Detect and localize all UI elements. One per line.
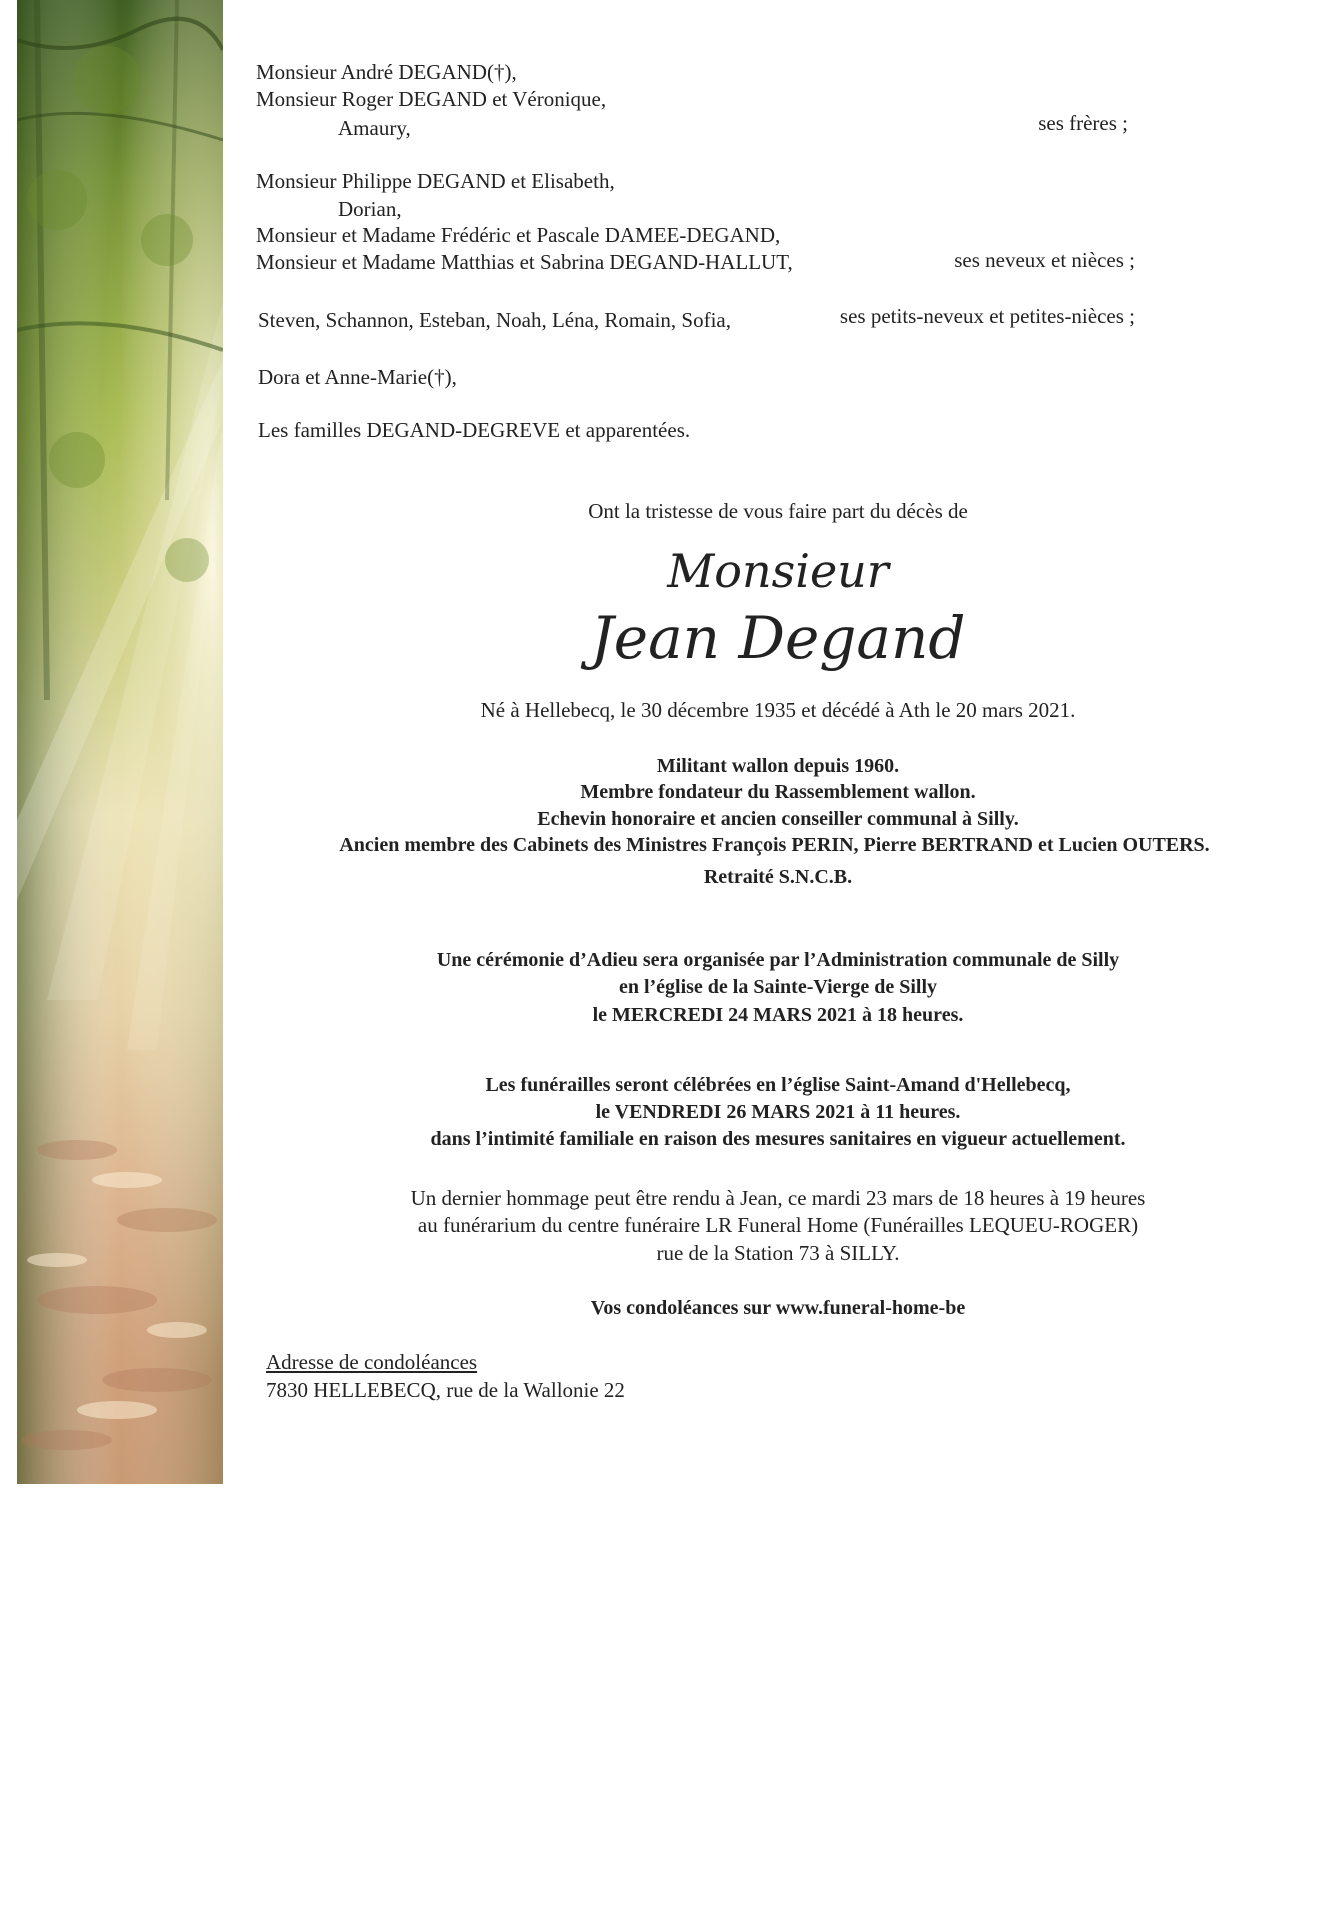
bio-line: Echevin honoraire et ancien conseiller communal à Silly. bbox=[537, 808, 1019, 830]
forest-path-illustration bbox=[17, 0, 223, 1484]
family-line: Dora et Anne-Marie(†), bbox=[258, 365, 457, 389]
ceremony-line: le MERCREDI 24 MARS 2021 à 18 heures. bbox=[592, 1004, 964, 1026]
relation-label: ses neveux et nièces ; bbox=[954, 248, 1135, 272]
address-label: Adresse de condoléances bbox=[266, 1350, 478, 1374]
tribute-line: au funérarium du centre funéraire LR Funeral Home (Funérailles LEQUEU-ROGER) bbox=[417, 1213, 1139, 1237]
funeral-line: dans l’intimité familiale en raison des mesures sanitaires en vigueur actuellement. bbox=[430, 1128, 1126, 1150]
family-line: Dorian, bbox=[338, 197, 402, 221]
family-line: Les familles DEGAND-DEGREVE et apparentées. bbox=[258, 418, 691, 442]
family-line: Amaury, bbox=[338, 116, 411, 140]
ceremony-line: Une cérémonie d’Adieu sera organisée par l’Administration communale de Silly bbox=[436, 949, 1120, 971]
family-line: Monsieur Philippe DEGAND et Elisabeth, bbox=[256, 169, 615, 193]
relation-label: ses frères ; bbox=[1038, 111, 1128, 135]
deceased-name: Jean Degand bbox=[590, 604, 966, 672]
relation-label: ses petits-neveux et petites-nièces ; bbox=[839, 304, 1135, 328]
address-value: 7830 HELLEBECQ, rue de la Wallonie 22 bbox=[266, 1378, 625, 1402]
bio-line: Ancien membre des Cabinets des Ministres François PERIN, Pierre BERTRAND et Lucien OUTERS. bbox=[339, 834, 1210, 856]
family-line: Monsieur et Madame Matthias et Sabrina DEGAND-HALLUT, bbox=[256, 250, 793, 274]
deceased-title: Monsieur bbox=[667, 544, 889, 598]
forest-path-image bbox=[17, 0, 223, 1484]
ceremony-line: en l’église de la Sainte-Vierge de Silly bbox=[618, 976, 938, 998]
tribute-line: rue de la Station 73 à SILLY. bbox=[656, 1241, 900, 1265]
bio-line: Militant wallon depuis 1960. bbox=[656, 755, 900, 777]
bio-line: Membre fondateur du Rassemblement wallon. bbox=[580, 781, 976, 803]
family-line: Monsieur Roger DEGAND et Véronique, bbox=[256, 87, 607, 111]
bio-line: Retraité S.N.C.B. bbox=[703, 866, 853, 888]
family-line: Steven, Schannon, Esteban, Noah, Léna, Romain, Sofia, bbox=[258, 308, 731, 332]
family-line: Monsieur et Madame Frédéric et Pascale DAMEE-DEGAND, bbox=[256, 223, 781, 247]
funeral-line: Les funérailles seront célébrées en l’église Saint-Amand d'Hellebecq, bbox=[485, 1074, 1071, 1096]
family-line: Monsieur André DEGAND(†), bbox=[256, 60, 517, 84]
funeral-line: le VENDREDI 26 MARS 2021 à 11 heures. bbox=[595, 1101, 961, 1123]
announcement-text: Ont la tristesse de vous faire part du décès de bbox=[588, 499, 968, 523]
tribute-line: Un dernier hommage peut être rendu à Jean, ce mardi 23 mars de 18 heures à 19 heures bbox=[410, 1186, 1146, 1210]
birth-death-dates: Né à Hellebecq, le 30 décembre 1935 et décédé à Ath le 20 mars 2021. bbox=[480, 698, 1076, 722]
condolences-website: Vos condoléances sur www.funeral-home-be bbox=[590, 1297, 966, 1319]
